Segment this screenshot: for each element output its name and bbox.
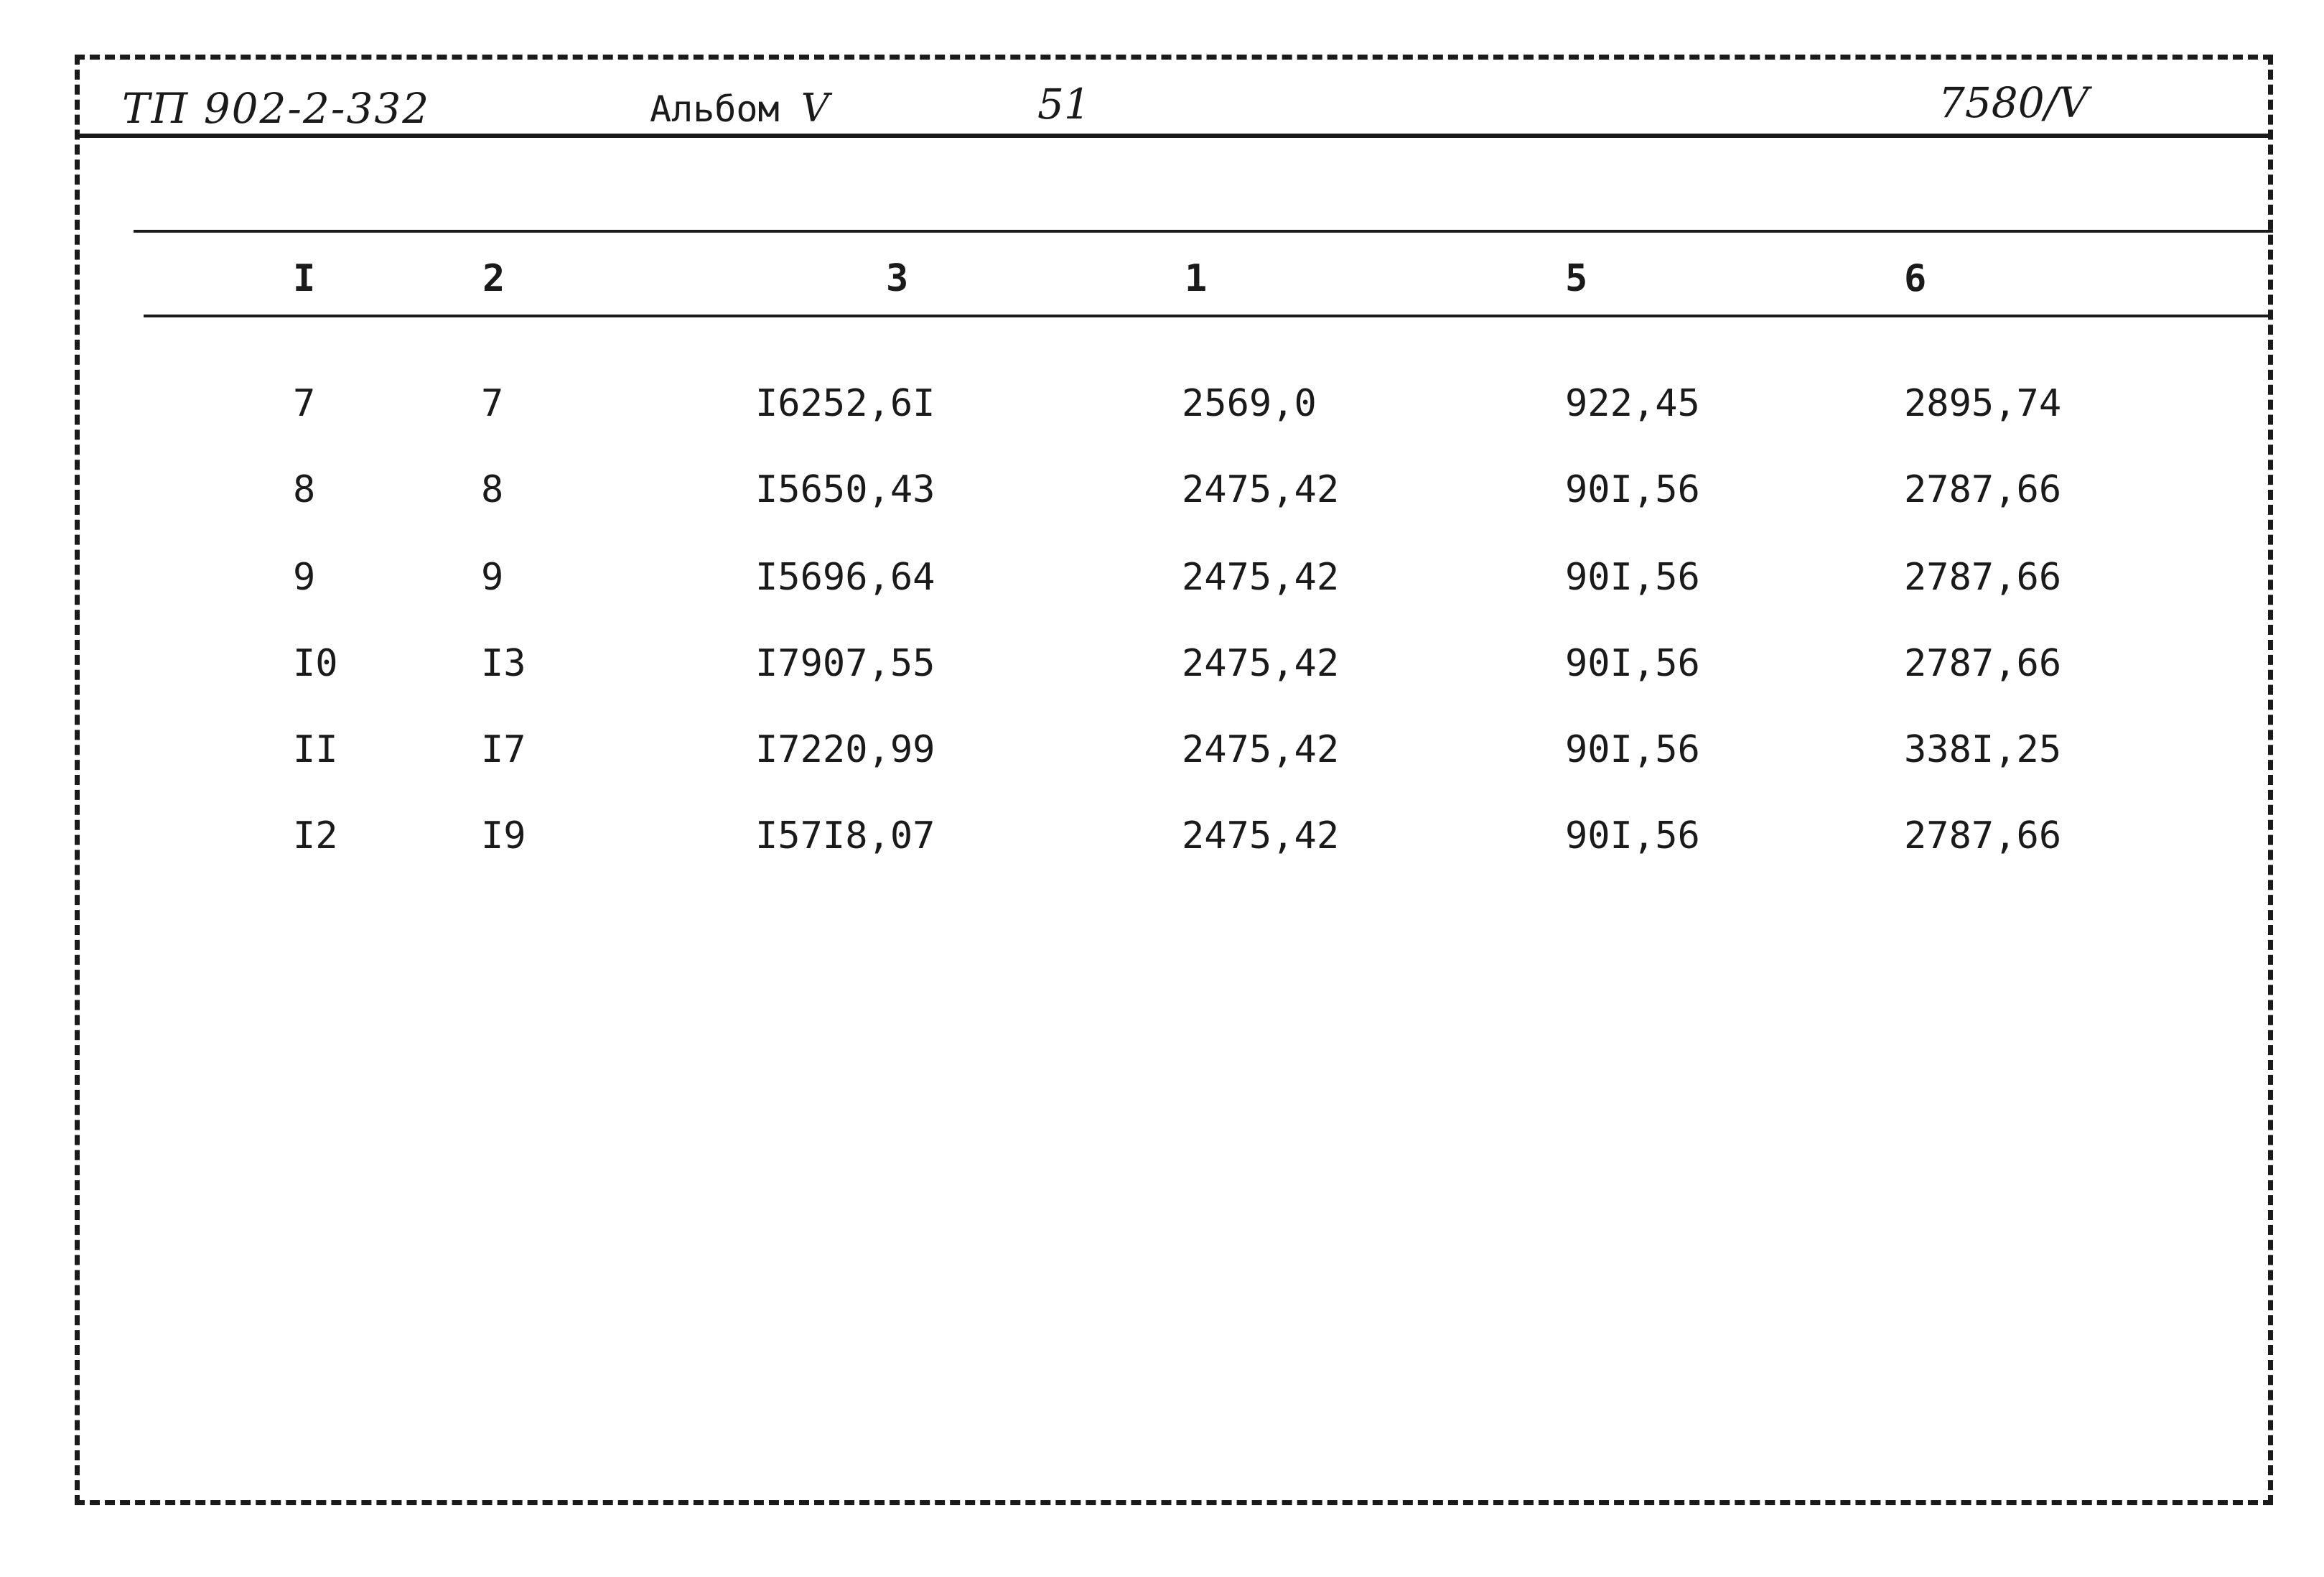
table-cell: 2475,42 (1182, 728, 1340, 771)
page-number: 51 (1037, 80, 1091, 129)
table-cell: 90I,56 (1565, 728, 1700, 771)
table-cell: 2475,42 (1182, 468, 1340, 511)
registration-number: 7580/V (1938, 78, 2089, 127)
album-label (650, 85, 829, 131)
table-cell: 2475,42 (1182, 642, 1340, 685)
table-cell: I0 (293, 642, 338, 685)
table-cell: I7 (481, 728, 526, 771)
table-top-rule (134, 230, 2273, 233)
table-cell: 2475,42 (1182, 556, 1340, 599)
table-cell: I7907,55 (755, 642, 935, 685)
table-cell: 8 (481, 468, 504, 511)
table-cell: 7 (293, 382, 316, 425)
column-header-3: 3 (886, 257, 909, 300)
table-cell: 90I,56 (1565, 814, 1700, 857)
document-code: ТП 902-2-332 (122, 84, 431, 133)
column-header-1: I (293, 257, 316, 300)
table-cell: 8 (293, 468, 316, 511)
table-cell: I3 (481, 642, 526, 685)
table-cell: II (293, 728, 338, 771)
table-cell: I7220,99 (755, 728, 935, 771)
table-header-rule (144, 315, 2273, 317)
table-cell: I6252,6I (755, 382, 935, 425)
table-cell: I2 (293, 814, 338, 857)
table-cell: I57I8,07 (755, 814, 935, 857)
table-cell: 7 (481, 382, 504, 425)
table-cell: I5650,43 (755, 468, 935, 511)
sheet-frame (75, 55, 2273, 1505)
table-cell: 338I,25 (1904, 728, 2062, 771)
album-volume: V (801, 85, 829, 131)
table-cell: 2475,42 (1182, 814, 1340, 857)
stamp-divider (75, 134, 2273, 138)
table-cell: I5696,64 (755, 556, 935, 599)
table-cell: 90I,56 (1565, 468, 1700, 511)
table-cell: 2895,74 (1904, 382, 2062, 425)
table-cell: I9 (481, 814, 526, 857)
table-cell: 2787,66 (1904, 556, 2062, 599)
column-header-2: 2 (482, 257, 505, 300)
column-header-5: 5 (1565, 257, 1588, 300)
table-cell: 2569,0 (1182, 382, 1317, 425)
table-cell: 2787,66 (1904, 468, 2062, 511)
table-cell: 90I,56 (1565, 642, 1700, 685)
album-label-text: Альбом (650, 88, 780, 130)
table-cell: 2787,66 (1904, 814, 2062, 857)
table-cell: 2787,66 (1904, 642, 2062, 685)
column-header-6: 6 (1904, 257, 1927, 300)
table-cell: 9 (481, 556, 504, 599)
table-cell: 90I,56 (1565, 556, 1700, 599)
table-cell: 9 (293, 556, 316, 599)
table-cell: 922,45 (1565, 382, 1700, 425)
column-header-4: 1 (1185, 257, 1208, 300)
